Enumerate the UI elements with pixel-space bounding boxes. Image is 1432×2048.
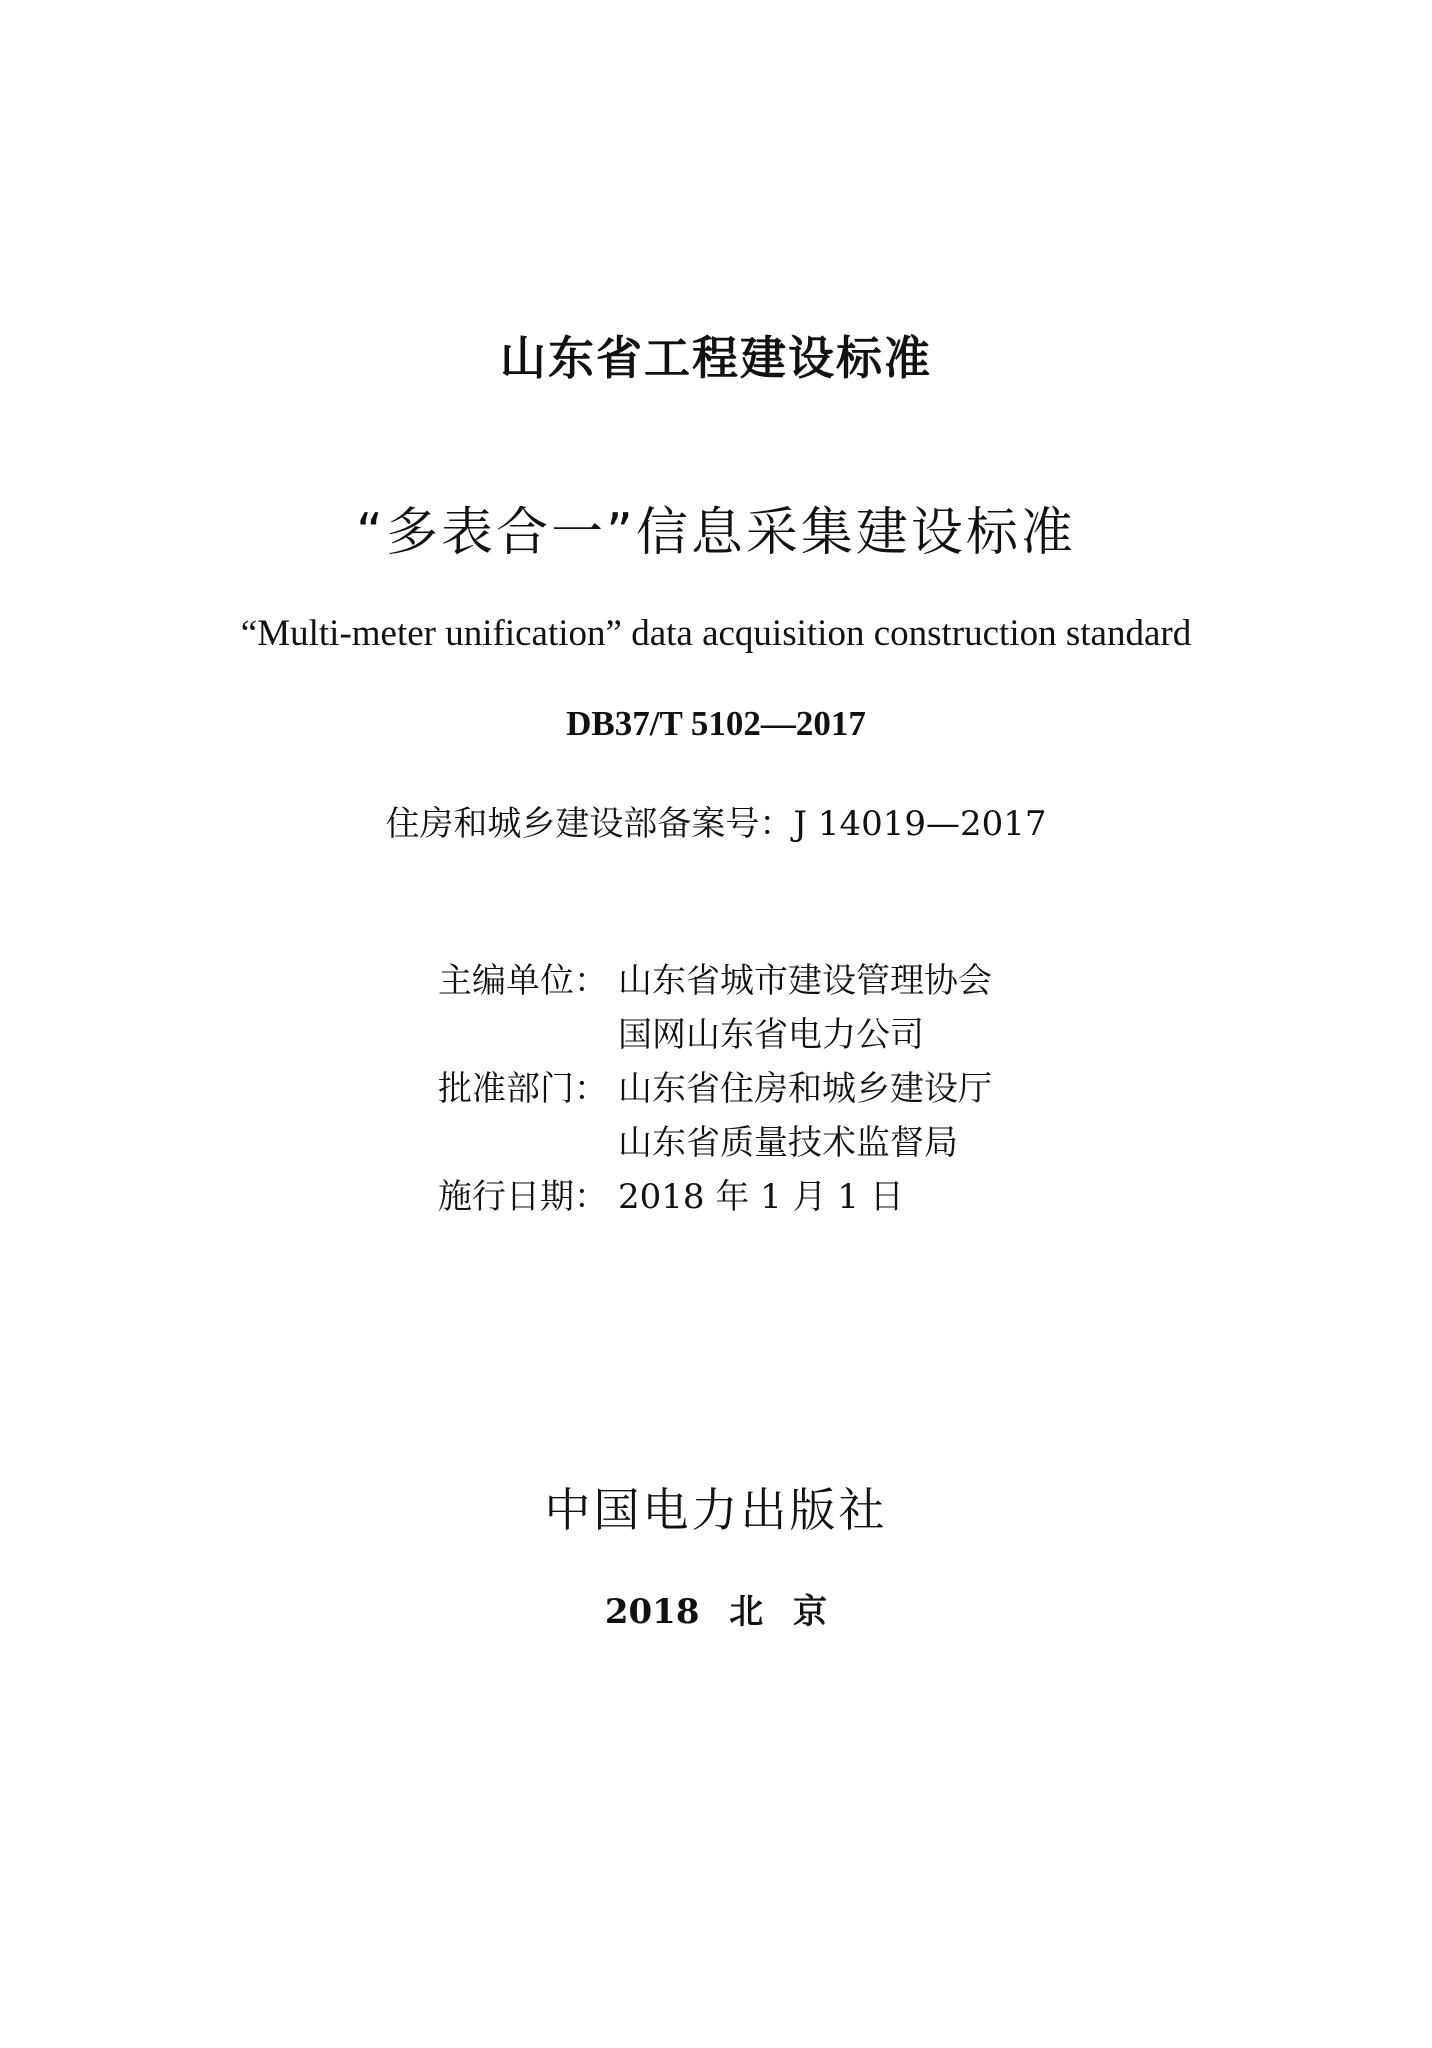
approver-1: 山东省住房和城乡建设厅 — [618, 1069, 992, 1109]
standard-title-en: “Multi-meter unification” data acquisition construction standard — [240, 613, 1192, 654]
standard-title-cn: “多表合一”信息采集建设标准 — [356, 503, 1076, 563]
effective-date-label: 施行日期： — [438, 1177, 608, 1217]
chief-editor-row — [438, 954, 992, 1062]
effective-date-values — [618, 1170, 904, 1224]
approver-list — [618, 1062, 992, 1170]
metadata-block — [438, 954, 992, 1224]
effective-date-row — [438, 1170, 992, 1224]
record-number: 住房和城乡建设部备案号：J 14019—2017 — [385, 804, 1047, 844]
series-title: 山东省工程建设标准 — [500, 331, 932, 385]
imprint: 2018 北 京 — [604, 1592, 828, 1632]
approver-2: 山东省质量技术监督局 — [618, 1123, 958, 1163]
chief-editor-label: 主编单位： — [438, 961, 608, 1001]
chief-editor-list — [618, 954, 992, 1062]
approval-label: 批准部门： — [438, 1069, 608, 1109]
approval-row — [438, 1062, 992, 1170]
chief-editor-1: 山东省城市建设管理协会 — [618, 961, 992, 1001]
chief-editor-2: 国网山东省电力公司 — [618, 1015, 924, 1055]
publisher: 中国电力出版社 — [544, 1483, 888, 1537]
standard-code: DB37/T 5102—2017 — [566, 704, 866, 743]
effective-date: 2018 年 1 月 1 日 — [618, 1177, 904, 1217]
